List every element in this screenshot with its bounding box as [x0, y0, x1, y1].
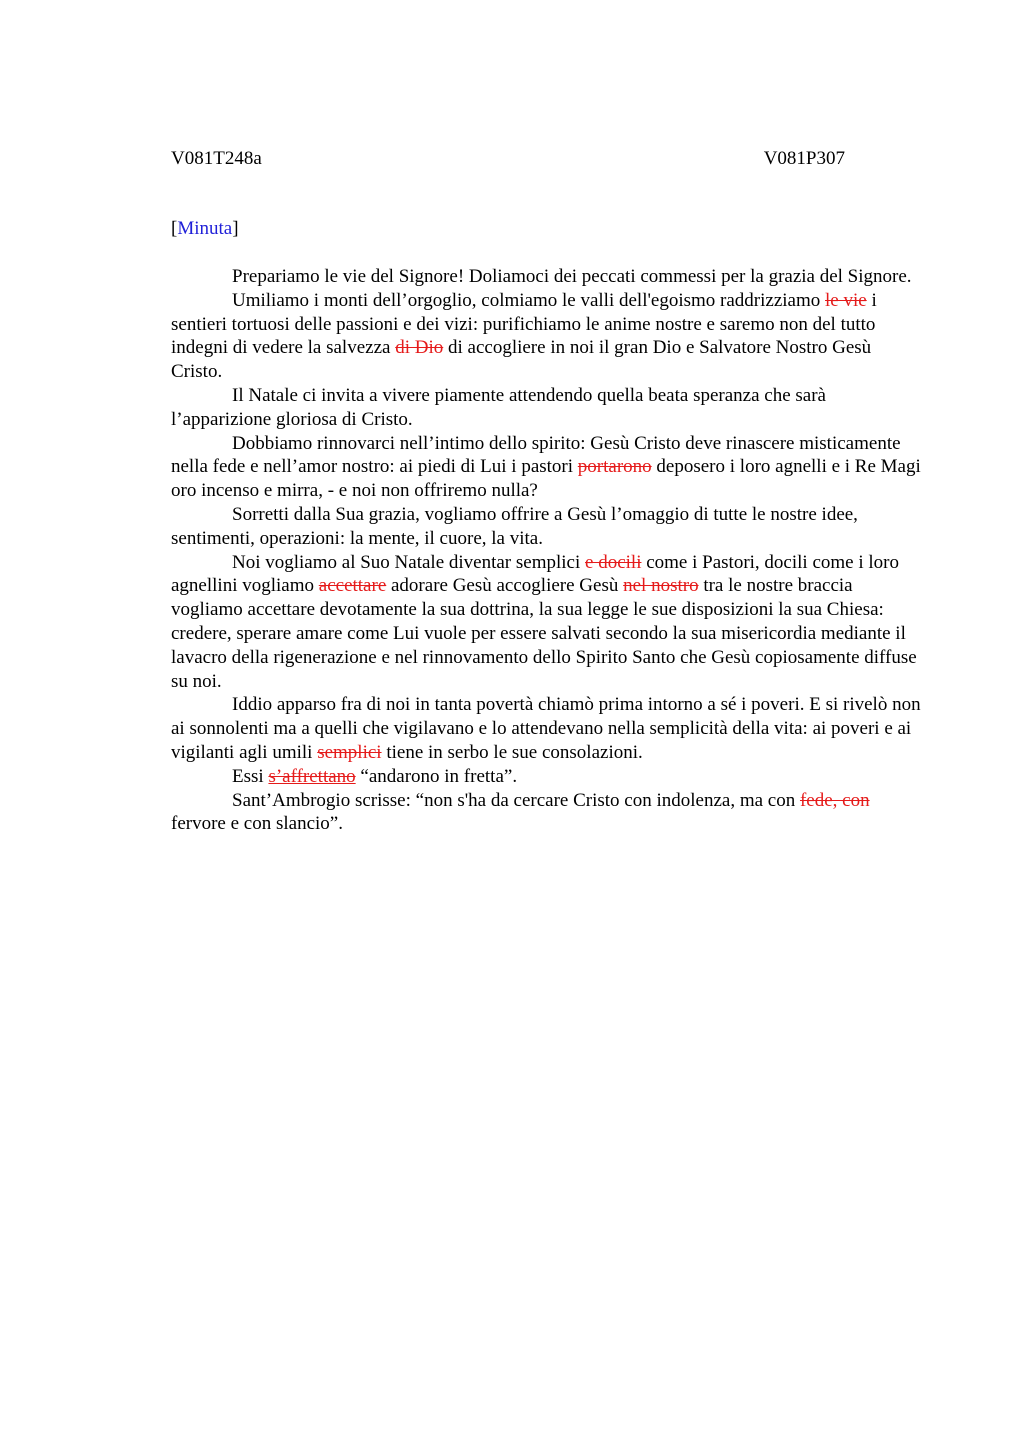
paragraph-text: i sentieri tortuosi delle passioni e dei vizi: purifichiamo le anime nostre e saremo non del tutto indegni di vedere la salvezza — [171, 289, 877, 359]
paragraph-text: Prepariamo le vie del Signore! Doliamoci dei peccati commessi per la grazia del Signore. — [232, 266, 912, 287]
paragraph-text: adorare Gesù accogliere Gesù — [386, 575, 624, 597]
paragraph-text: di accogliere in noi il gran Dio e Salvatore Nostro Gesù Cristo. — [171, 337, 872, 383]
body-paragraph — [171, 693, 927, 764]
paragraph-text: come i Pastori, docili come i loro agnellini vogliamo — [171, 551, 899, 597]
document-body — [171, 265, 927, 836]
deleted-text: nel nostro — [623, 575, 699, 597]
deleted-text: accettare — [318, 575, 387, 597]
label-open-bracket: [ — [171, 218, 178, 239]
paragraph-text: Iddio apparso fra di noi in tanta povertà chiamò prima intorno a sé i poveri. E si rivelò non ai sonnolenti ma a quelli che vigilavano e lo attendevano nella semplicità della vita: ai poveri e ai vigilanti agli umili — [171, 694, 921, 763]
body-paragraph — [171, 789, 927, 837]
paragraph-text: Sorretti dalla Sua grazia, vogliamo offrire a Gesù l’omaggio di tutte le nostre idee, sentimenti, operazioni: la mente, il cuore, la vita. — [171, 503, 858, 549]
paragraph-text: deposero i loro agnelli e i Re Magi oro incenso e mirra, - e noi non offriremo nulla? — [171, 456, 921, 502]
body-paragraph — [171, 503, 927, 551]
label-text: Minuta — [177, 218, 233, 239]
draft-label — [171, 217, 239, 241]
paragraph-text: Sant’Ambrogio scrisse: “non s'ha da cercare Cristo con indolenza, ma con — [232, 789, 800, 811]
paragraph-text: “andarono in fretta”. — [355, 765, 518, 787]
deleted-text: semplici — [317, 741, 382, 763]
paragraph-text: Noi vogliamo al Suo Natale diventar semplici — [232, 551, 586, 573]
body-paragraph — [171, 265, 927, 289]
body-paragraph — [171, 551, 927, 694]
body-paragraph — [171, 765, 927, 789]
deleted-text: di Dio — [395, 337, 444, 359]
document-code-left: V081T248a — [171, 148, 262, 169]
deleted-text: s’affrettano — [268, 765, 356, 787]
paragraph-text: Il Natale ci invita a vivere piamente attendendo quella beata speranza che sarà l’apparizione gloriosa di Cristo. — [171, 384, 826, 430]
body-paragraph — [171, 432, 927, 503]
label-close-bracket: ] — [232, 218, 239, 239]
paragraph-text: Essi — [232, 765, 269, 787]
paragraph-text: tiene in serbo le sue consolazioni. — [381, 741, 643, 763]
deleted-text: le vie — [825, 289, 867, 311]
body-paragraph — [171, 289, 927, 384]
paragraph-text: tra le nostre braccia vogliamo accettare devotamente la sua dottrina, la sua legge le sue disposizioni la sua Chiesa: credere, sperare amare come Lui vuole per essere salvati secondo la sua misericordia mediante il lavacro della rigenerazione e nel rinnovamento dello Spirito Santo che Gesù copiosamente diffuse su noi. — [171, 575, 917, 692]
page-code-right: V081P307 — [763, 148, 845, 169]
paragraph-text: fervore e con slancio”. — [171, 813, 343, 835]
paragraph-text: Dobbiamo rinnovarci nell’intimo dello spirito: Gesù Cristo deve rinascere misticamente nella fede e nell’amor nostro: ai piedi di Lui i pastori — [171, 432, 901, 478]
body-paragraph — [171, 384, 927, 432]
deleted-text: fede, con — [799, 789, 870, 811]
deleted-text: e docili — [585, 551, 642, 573]
deleted-text: portarono — [577, 456, 652, 478]
paragraph-text: Umiliamo i monti dell’orgoglio, colmiamo le valli dell'egoismo raddrizziamo — [232, 289, 826, 311]
